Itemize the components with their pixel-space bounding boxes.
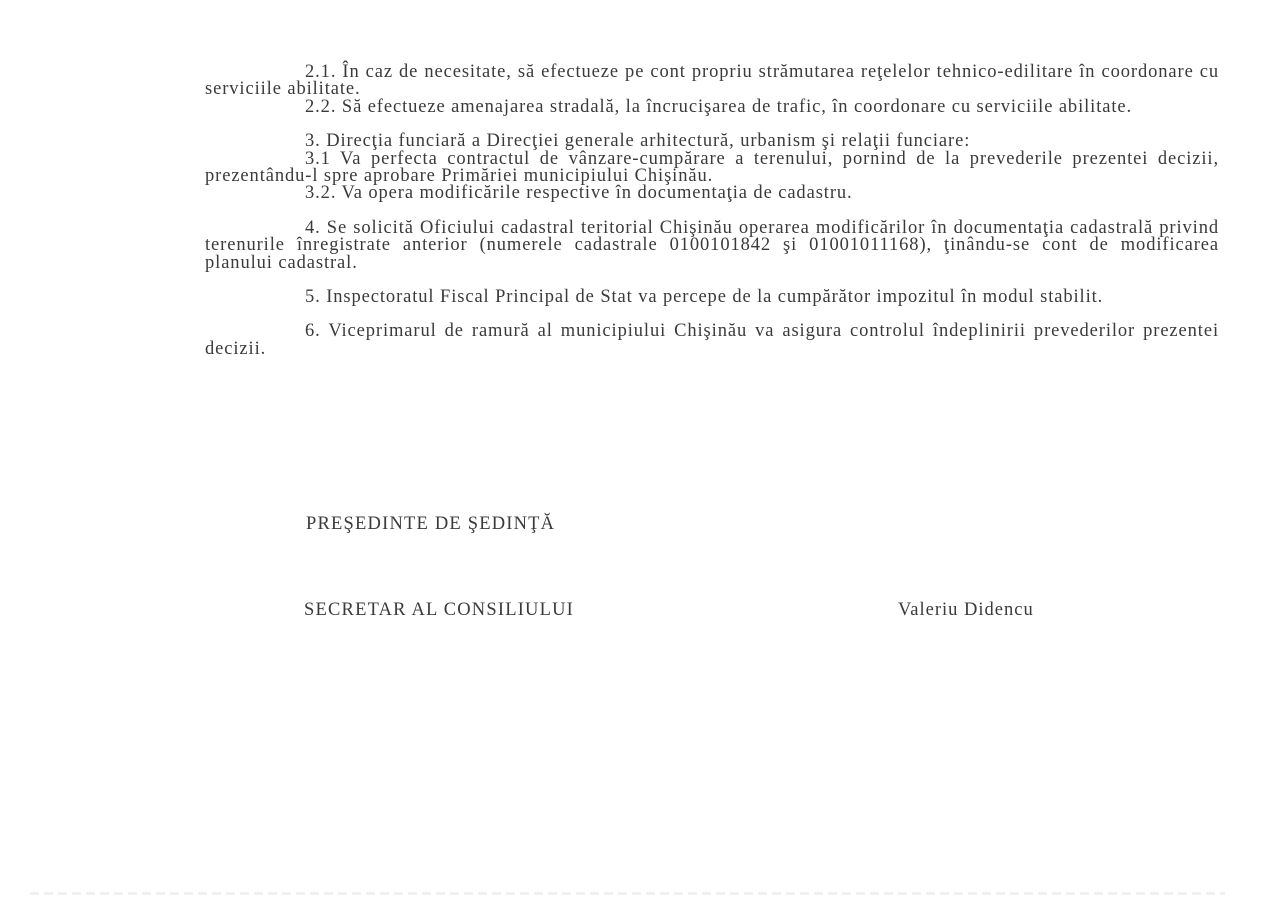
paragraph-4: 4. Se solicită Oficiului cadastral teritorial Chişinău operarea modificărilor în documentaţia cadastrală privind terenurile înregistrate anterior (numerele cadastrale 0100101842 şi 01001011168), ţinându-se cont de modificarea planului cadastral.: [205, 217, 1219, 273]
paragraph-3-1: 3.1 Va perfecta contractul de vânzare-cumpărare a terenului, pornind de la prevederile prezentei decizii, prezentându-l spre aprobare Primăriei municipiului Chişinău.: [205, 148, 1219, 187]
scan-edge-artifact: [30, 892, 1225, 895]
decision-body: [205, 64, 1219, 358]
paragraph-2-1: 2.1. În caz de necesitate, să efectueze pe cont propriu strămutarea reţelelor tehnico-edilitare în coordonare cu serviciile abilitate.: [205, 62, 1219, 100]
paragraph-3-2: 3.2. Va opera modificările respective în documentaţia de cadastru.: [305, 183, 853, 204]
secretary-name: Valeriu Didencu: [898, 600, 1034, 620]
paragraph-6: 6. Viceprimarul de ramură al municipiului Chişinău va asigura controlul îndeplinirii prevederilor prezentei decizii.: [205, 321, 1219, 359]
chair-title: PREŞEDINTE DE ŞEDINŢĂ: [306, 514, 556, 534]
paragraph-5: 5. Inspectoratul Fiscal Principal de Stat va percepe de la cumpărător impozitul în modul stabilit.: [305, 287, 1104, 308]
paragraph-2-2: 2.2. Să efectueze amenajarea stradală, la încrucişarea de trafic, în coordonare cu serviciile abilitate.: [305, 96, 1133, 117]
paragraph-3: 3. Direcţia funciară a Direcţiei generale arhitectură, urbanism şi relaţii funciare:: [305, 131, 971, 152]
secretary-title: SECRETAR AL CONSILIULUI: [304, 600, 575, 620]
